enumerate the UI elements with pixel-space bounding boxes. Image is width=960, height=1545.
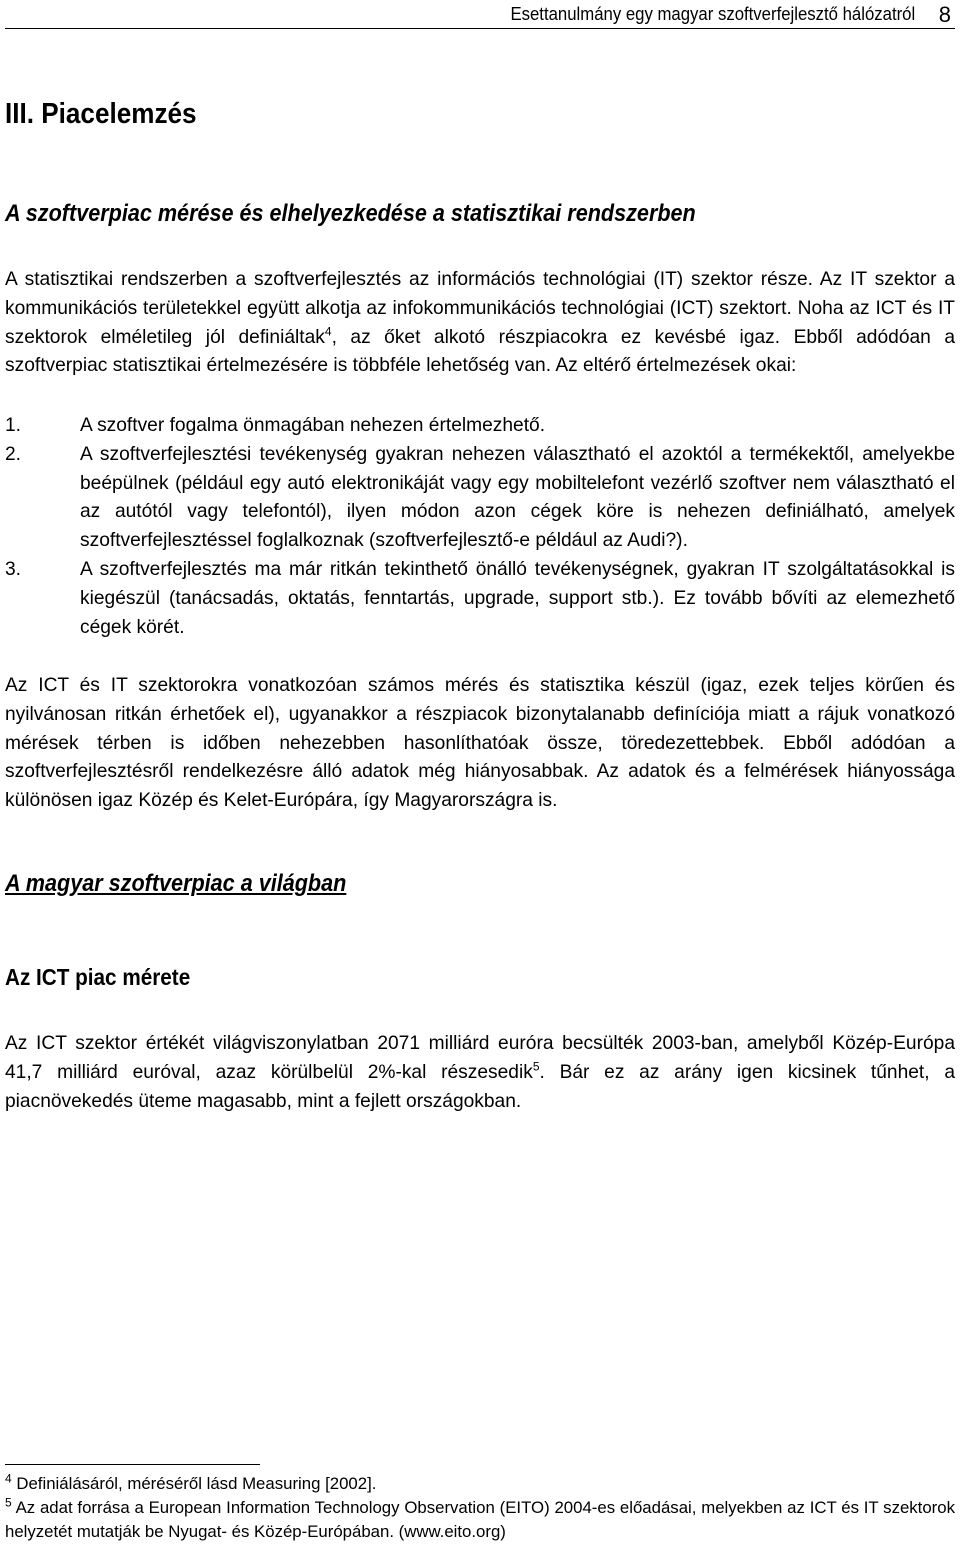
list-item-text: A szoftverfejlesztés ma már ritkán tekinthető önálló tevékenységnek, gyakran IT szolgáltatásokkal is kiegészül (tanácsadás, oktatás, fenntartás, upgrade, support stb.). Ez tovább bővíti az elemezhető cégek körét. <box>80 558 955 638</box>
footnote-text: Definiálásáról, méréséről lásd Measuring [2002]. <box>16 1474 377 1493</box>
running-title: Esettanulmány egy magyar szoftverfejlesztő hálózatról <box>510 4 915 24</box>
intro-paragraph <box>5 266 955 381</box>
footnote-number: 5 <box>5 1495 12 1510</box>
footnote-separator <box>5 1464 260 1465</box>
subsection-title-hungarian-market: A magyar szoftverpiac a világban <box>5 870 347 897</box>
measurement-paragraph: Az ICT és IT szektorokra vonatkozóan számos mérés és statisztika készül (igaz, ezek teljes körűen és nyilvánosan ritkán érhetőek el), ugyanakkor a részpiacok bizonytalanabb definíciója miatt a rájuk vonatkozó mérések térben is időben nehezebben hasonlíthatóak össze, töredezettebbek. Ebből adódóan a szoftverfejlesztésről rendelkezésre álló adatok még hiányosabbak. Az adatok és a felmérések hiányossága különösen igaz Közép és Kelet-Európára, így Magyarországra is. <box>5 675 955 812</box>
ict-text-a: Az ICT szektor értékét világviszonylatban 2071 milliárd euróra becsülték 2003-ban, amelyből Közép-Európa 41,7 milliárd euróval, azaz körülbelül 2%-kal részesedik <box>5 1033 955 1083</box>
footnote-ref-5[interactable]: 5 <box>532 1059 540 1074</box>
list-item-number: 3. <box>5 558 22 580</box>
list-item <box>5 556 955 642</box>
footnote-text: Az adat forrása a European Information Technology Observation (EITO) 2004-es előadásai, melyekben az ICT és IT szektorok helyzetét mutatják be Nyugat- és Közép-Európában. (www.eito.org) <box>5 1498 955 1541</box>
subheading-ict-market-size: Az ICT piac mérete <box>5 964 191 990</box>
section-title: III. Piacelemzés <box>5 98 197 130</box>
list-item-number: 1. <box>5 415 22 436</box>
list-item-text: A szoftver fogalma önmagában nehezen értelmezhető. <box>80 415 546 436</box>
reasons-list <box>5 412 955 642</box>
subsection-title-measurement: A szoftverpiac mérése és elhelyezkedése a statisztikai rendszerben <box>5 200 696 227</box>
ict-text-b: . Bár ez az arány igen kicsinek tűnhet, a piacnövekedés üteme magasabb, mint a fejlett országokban. <box>5 1061 955 1112</box>
footnote-ref-4[interactable]: 4 <box>324 324 332 339</box>
list-item <box>5 412 955 441</box>
running-header <box>5 2 955 29</box>
list-item-text: A szoftverfejlesztési tevékenység gyakran nehezen választható el azoktól a termékektől, amelyekbe beépülnek (például egy autó elektronikáját vagy egy mobiltelefont vezérlő szoftver nem választható el az autótól vagy telefontól), ilyen módon azon cégek köre is nehezen definiálható, amelyek szoftverfejlesztéssel foglalkoznak (szoftverfejlesztő-e például az Audi?). <box>80 443 955 552</box>
footnote-5 <box>5 1496 955 1543</box>
ict-market-paragraph <box>5 1030 955 1116</box>
intro-text-a: A statisztikai rendszerben a szoftverfejlesztés az információs technológiai (IT) szektor része. Az IT szektor a kommunikációs területekkel együtt alkotja az infokommunikációs technológiai (ICT) szektort. Noha az ICT és IT szektorok elméletileg jól definiáltak <box>5 269 955 348</box>
list-item <box>5 441 955 556</box>
footnote-4 <box>5 1472 955 1496</box>
footnote-number: 4 <box>5 1471 12 1486</box>
intro-text-b: , az őket alkotó részpiacokra ez kevésbé igaz. Ebből adódóan a szoftverpiac statisztikai értelmezésére is többféle lehetőség van. Az eltérő értelmezések okai: <box>5 326 955 377</box>
page-number: 8 <box>938 2 951 27</box>
list-item-number: 2. <box>5 443 22 465</box>
